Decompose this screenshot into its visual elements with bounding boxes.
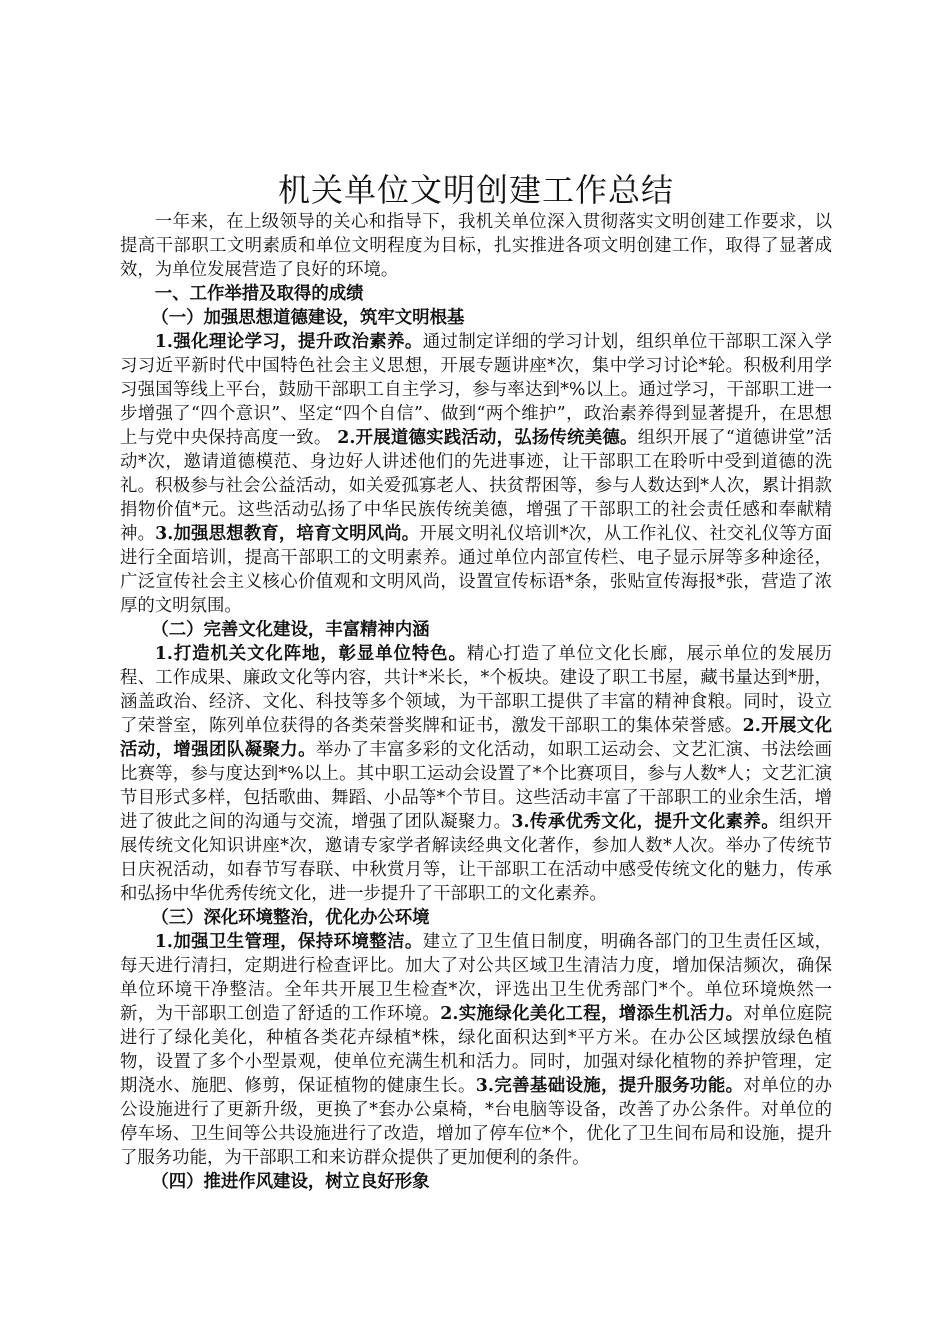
- item-lead: 2.实施绿化美化工程，增添生机活力。: [440, 1004, 744, 1024]
- subsection-heading-4: （四）推进作风建设，树立良好形象: [151, 1172, 430, 1192]
- item-lead: 3.完善基础设施，提升服务功能。: [475, 1076, 744, 1096]
- subsection-2-body: [120, 642, 832, 906]
- subsection-3-body: [120, 930, 832, 1170]
- item-text: 通过制定详细的学习计划，组织单位干部职工深入学习习近平新时代中国特色社会主义思想，开展专题讲座*次，集中学习讨论*轮。积极利用学习强国等线上平台，鼓励干部职工自主学习，参与率达到*%以上。通过学习，干部职工进一步增强了“四个意识”、坚定“四个自信”、做到“两个维护”，政治素养得到显著提升，在思想上与党中央保持高度一致。: [120, 332, 832, 448]
- subsection-1-body: [120, 330, 832, 618]
- item-lead: 1.加强卫生管理，保持环境整洁。: [154, 932, 423, 952]
- document-page: [120, 170, 832, 1194]
- subsection-heading-2: （二）完善文化建设，丰富精神内涵: [151, 620, 430, 640]
- section-heading-1: 一、工作举措及取得的成绩: [154, 284, 364, 304]
- item-text: 组织开展了“道德讲堂”活动*次，邀请道德模范、身边好人讲述他们的先进事迹，让干部职工在聆听中受到道德的洗礼。积极参与社会公益活动，如关爱孤寡老人、扶贫帮困等，参与人数达到*人次，累计捐款捐物价值*元。这些活动弘扬了中华民族传统美德，增强了干部职工的社会责任感和奉献精神。: [120, 428, 832, 544]
- item-lead: 3.传承优秀文化，提升文化素养。: [511, 812, 779, 832]
- subsection-heading-1: （一）加强思想道德建设，筑牢文明根基: [151, 308, 465, 328]
- item-lead: 1.打造机关文化阵地，彰显单位特色。: [154, 644, 467, 664]
- item-text: 开展文明礼仪培训*次，从工作礼仪、社交礼仪等方面进行全面培训，提高干部职工的文明素养。通过单位内部宣传栏、电子显示屏等多种途径，广泛宣传社会主义核心价值观和文明风尚，设置宣传标语*条，张贴宣传海报*张，营造了浓厚的文明氛围。: [120, 524, 832, 616]
- item-lead: 2.开展道德实践活动，弘扬传统美德。: [337, 428, 638, 448]
- item-lead: 1.强化理论学习，提升政治素养。: [154, 332, 423, 352]
- document-title: 机关单位文明创建工作总结: [277, 171, 674, 209]
- item-text: 举办了丰富多彩的文化活动，如职工运动会、文艺汇演、书法绘画比赛等，参与度达到*%以上。其中职工运动会设置了*个比赛项目，参与人数*人；文艺汇演节目形式多样，包括歌曲、舞蹈、小品等*个节目。这些活动丰富了干部职工的业余生活，增进了彼此之间的沟通与交流，增强了团队凝聚力。: [120, 740, 832, 832]
- item-text: 对单位庭院进行了绿化美化，种植各类花卉绿植*株，绿化面积达到*平方米。在办公区域摆放绿色植物，设置了多个小型景观，使单位充满生机和活力。同时，加强对绿化植物的养护管理，定期浇水、施肥、修剪，保证植物的健康生长。: [120, 1004, 832, 1096]
- item-text: 对单位的办公设施进行了更新升级，更换了*套办公桌椅，*台电脑等设备，改善了办公条件。对单位的停车场、卫生间等公共设施进行了改造，增加了停车位*个，优化了卫生间布局和设施，提升了服务功能，为干部职工和来访群众提供了更加便利的条件。: [120, 1076, 832, 1168]
- intro-paragraph: 一年来，在上级领导的关心和指导下，我机关单位深入贯彻落实文明创建工作要求，以提高干部职工文明素质和单位文明程度为目标，扎实推进各项文明创建工作，取得了显著成效，为单位发展营造了良好的环境。: [120, 212, 832, 280]
- subsection-heading-3: （三）深化环境整治，优化办公环境: [151, 908, 430, 928]
- item-text: 组织开展传统文化知识讲座*次，邀请专家学者解读经典文化著作，参加人数*人次。举办了传统节日庆祝活动，如春节写春联、中秋赏月等，让干部职工在活动中感受传统文化的魅力，传承和弘扬中华优秀传统文化，进一步提升了干部职工的文化素养。: [120, 812, 832, 904]
- item-text: 建立了卫生值日制度，明确各部门的卫生责任区域，每天进行清扫，定期进行检查评比。加大了对公共区域卫生清洁力度，增加保洁频次，确保单位环境干净整洁。全年共开展卫生检查*次，评选出卫生优秀部门*个。单位环境焕然一新，为干部职工创造了舒适的工作环境。: [120, 932, 832, 1024]
- item-lead: 3.加强思想教育，培育文明风尚。: [155, 524, 420, 544]
- item-text: 精心打造了单位文化长廊，展示单位的发展历程、工作成果、廉政文化等内容，共计*米长，*个板块。建设了职工书屋，藏书量达到*册，涵盖政治、经济、文化、科技等多个领域，为干部职工提供了丰富的精神食粮。同时，设立了荣誉室，陈列单位获得的各类荣誉奖牌和证书，激发干部职工的集体荣誉感。: [120, 644, 832, 736]
- item-lead: 2.开展文化活动，增强团队凝聚力。: [120, 716, 832, 760]
